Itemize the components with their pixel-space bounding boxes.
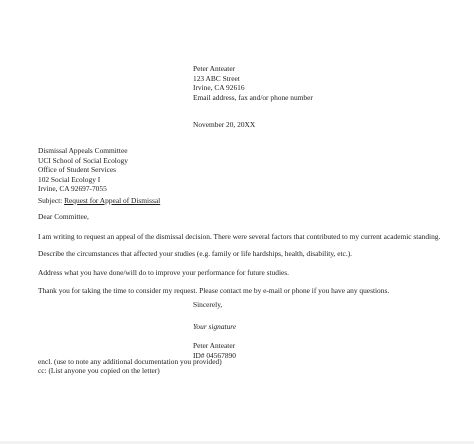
paragraph-text: I am writing to request an appeal of the dismissal decision. There were several factors that contributed to my current academic standing.	[38, 232, 441, 241]
sender-street: 123 ABC Street	[193, 73, 240, 83]
sender-contact: Email address, fax and/or phone number	[193, 92, 313, 102]
cc-text: cc: (List anyone you copied on the letter)	[38, 366, 160, 375]
letter-date	[193, 120, 255, 130]
body-paragraph-1	[38, 232, 440, 242]
recipient-line-5: Irvine, CA 92697-7055	[38, 184, 107, 194]
salutation	[38, 212, 89, 222]
body-paragraph-2	[38, 249, 352, 259]
paragraph-text: Thank you for taking the time to consider my request. Please contact me by e-mail or phone if you have any questions.	[38, 286, 390, 295]
salutation-text: Dear Committee,	[38, 212, 89, 221]
recipient-line-4: 102 Social Ecology I	[38, 174, 101, 184]
enclosure-text: encl. (use to note any additional documentation you provided)	[38, 357, 222, 366]
recipient-line-1: Dismissal Appeals Committee	[38, 146, 128, 155]
paragraph-text: Address what you have done/will do to improve your performance for future studies.	[38, 268, 290, 277]
sender-address	[193, 64, 313, 102]
recipient-line-2: UCI School of Social Ecology	[38, 155, 128, 165]
recipient-address	[38, 146, 128, 194]
cc-note	[38, 366, 160, 376]
signature-text: Your signature	[193, 322, 237, 331]
signer-id: ID# 04567890	[193, 350, 236, 360]
signer-name: Peter Anteater	[193, 341, 236, 350]
sender-city: Irvine, CA 92616	[193, 83, 245, 93]
paragraph-text: Describe the circumstances that affected your studies (e.g. family or life hardships, health, disability, etc.).	[38, 249, 352, 258]
subject-line	[38, 196, 160, 206]
body-paragraph-3	[38, 268, 289, 278]
signature-placeholder	[193, 322, 236, 332]
subject-text: Request for Appeal of Dismissal	[64, 196, 161, 205]
body-paragraph-4	[38, 286, 389, 296]
date-text: November 20, 20XX	[193, 120, 256, 129]
closing-text: Sincerely,	[193, 300, 223, 309]
recipient-line-3: Office of Student Services	[38, 165, 117, 175]
subject-label: Subject:	[38, 196, 63, 205]
closing	[193, 300, 222, 310]
sender-name: Peter Anteater	[193, 64, 236, 73]
